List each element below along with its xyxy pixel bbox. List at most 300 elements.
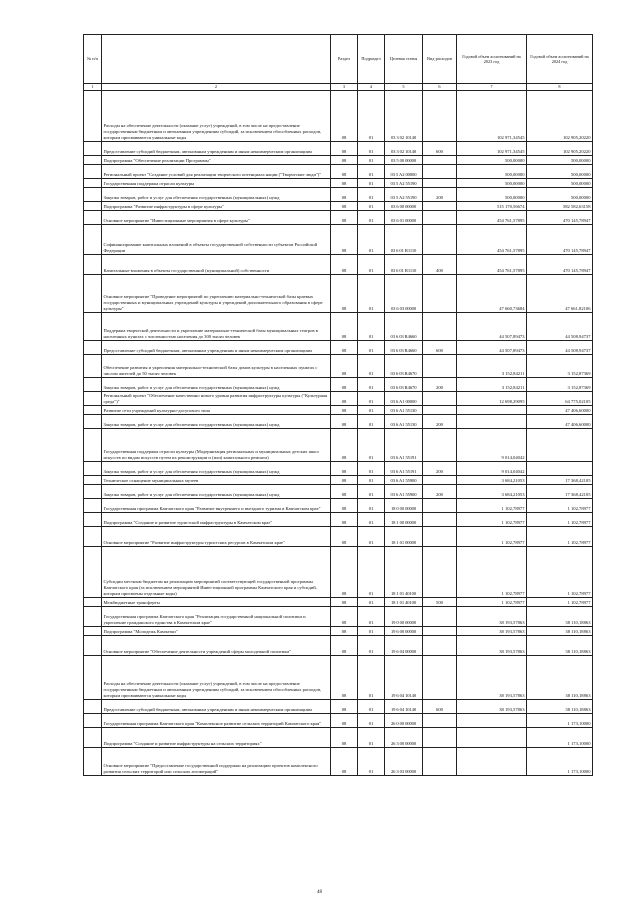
cell-podrazdel: 01 xyxy=(358,636,385,656)
cell-razdel: 08 xyxy=(331,527,358,547)
cell-expense-type: 600 xyxy=(423,700,457,714)
header-podrazdel: Подраздел xyxy=(358,35,385,84)
cell-expense-type xyxy=(423,211,457,225)
cell-razdel: 08 xyxy=(331,415,358,429)
cell-expense-type xyxy=(423,91,457,142)
table-row xyxy=(84,485,593,499)
cell-razdel: 08 xyxy=(331,225,358,255)
cell-expense-type: 200 xyxy=(423,485,457,499)
cell-amount-2024: 102 905,20220 xyxy=(527,142,593,156)
cell-expense-type xyxy=(423,275,457,313)
cell-amount-2023: 102 971,34545 xyxy=(457,142,527,156)
table-row xyxy=(84,313,593,341)
cell-razdel: 08 xyxy=(331,255,358,275)
page-number: 48 xyxy=(317,890,322,895)
cell-name: Государственная программа Камчатского края "Развитие внутреннего и въездного туризма в Камчатском крае" xyxy=(102,499,331,513)
table-row xyxy=(84,700,593,714)
cell-target-article: 03 6 A1 00000 xyxy=(385,392,423,406)
cell-num xyxy=(84,527,102,547)
cell-expense-type: 200 xyxy=(423,188,457,202)
cell-amount-2023 xyxy=(457,406,527,415)
cell-num xyxy=(84,341,102,355)
cell-name: Закупка товаров, работ и услуг для обеспечения государственных (муниципальных) нужд xyxy=(102,188,331,202)
cell-expense-type: 200 xyxy=(423,378,457,392)
cell-podrazdel: 01 xyxy=(358,547,385,598)
cell-target-article: 26 3 03 00000 xyxy=(385,748,423,776)
cell-podrazdel: 01 xyxy=(358,462,385,476)
cell-name: Подпрограмма "Создание и развитие туристской инфраструктуры в Камчатском крае" xyxy=(102,513,331,527)
cell-razdel: 08 xyxy=(331,499,358,513)
cell-name: Развитие сети учреждений культурно-досугового типа xyxy=(102,406,331,415)
table-row xyxy=(84,142,593,156)
cell-amount-2023 xyxy=(457,728,527,748)
cell-target-article: 03 6 01 R1110 xyxy=(385,255,423,275)
table-row xyxy=(84,202,593,211)
cell-name: Закупка товаров, работ и услуг для обеспечения государственных (муниципальных) нужд xyxy=(102,485,331,499)
cell-razdel: 08 xyxy=(331,355,358,378)
cell-target-article: 03 6 A1 55900 xyxy=(385,485,423,499)
cell-razdel: 08 xyxy=(331,275,358,313)
cell-amount-2024: 500,00000 xyxy=(527,188,593,202)
cell-razdel: 08 xyxy=(331,714,358,728)
cell-name: Софинансирование капитальных вложений в объекты государственной собственности субъектов Российской Федерации xyxy=(102,225,331,255)
budget-table xyxy=(83,34,593,776)
cell-amount-2024: 1 173,10000 xyxy=(527,748,593,776)
cell-razdel: 08 xyxy=(331,547,358,598)
table-row xyxy=(84,527,593,547)
cell-target-article: 03 6 A1 55191 xyxy=(385,462,423,476)
cell-target-article: 19 6 00 00000 xyxy=(385,627,423,636)
cell-target-article: 19 6 04 10140 xyxy=(385,656,423,700)
cell-razdel: 08 xyxy=(331,485,358,499)
cell-amount-2023: 1 102,78977 xyxy=(457,547,527,598)
cell-podrazdel: 01 xyxy=(358,202,385,211)
cell-amount-2024: 500,00000 xyxy=(527,156,593,165)
header-target-article: Целевая статья xyxy=(385,35,423,84)
cell-amount-2024: 47 661,82106 xyxy=(527,275,593,313)
cell-target-article: 03 5 00 00000 xyxy=(385,156,423,165)
table-row xyxy=(84,627,593,636)
header-name xyxy=(102,35,331,84)
table-row xyxy=(84,179,593,188)
cell-razdel: 08 xyxy=(331,91,358,142)
cell-razdel: 08 xyxy=(331,392,358,406)
cell-name: Государственная поддержка отрасли культуры (Модернизация региональных и муниципальных детских школ искусств по видам искусств путем их реконструкции и (или) капитального ремонта) xyxy=(102,429,331,462)
cell-target-article: 03 3 02 10140 xyxy=(385,142,423,156)
cell-name: Подпрограмма "Создание и развитие инфраструктуры на сельских территориях" xyxy=(102,728,331,748)
cell-razdel: 08 xyxy=(331,429,358,462)
colnum-1: 1 xyxy=(84,84,102,91)
cell-amount-2023: 1 102,78977 xyxy=(457,527,527,547)
cell-amount-2024: 44 508,94737 xyxy=(527,313,593,341)
cell-podrazdel: 01 xyxy=(358,188,385,202)
cell-num xyxy=(84,142,102,156)
cell-amount-2023: 3 684,21053 xyxy=(457,485,527,499)
table-row xyxy=(84,656,593,700)
colnum-8: 8 xyxy=(527,84,593,91)
cell-amount-2024: 1 173,10000 xyxy=(527,714,593,728)
cell-name: Предоставление субсидий бюджетным, автономным учреждениям и иным некоммерческим организациям xyxy=(102,700,331,714)
table-row xyxy=(84,636,593,656)
cell-amount-2023: 9 014,04042 xyxy=(457,462,527,476)
cell-amount-2023: 500,00000 xyxy=(457,165,527,179)
cell-podrazdel: 01 xyxy=(358,513,385,527)
cell-amount-2024: 47 406,60000 xyxy=(527,406,593,415)
cell-amount-2023: 454 761,57895 xyxy=(457,255,527,275)
cell-name: Субсидии местным бюджетам на реализацию мероприятий соответствующей государственной программы Камчатского края (за исключением мероприятий Инвестиционной программы Камчатского края и субсидий, которым присвоены отдельные коды) xyxy=(102,547,331,598)
cell-razdel: 08 xyxy=(331,142,358,156)
cell-expense-type xyxy=(423,429,457,462)
cell-podrazdel: 01 xyxy=(358,748,385,776)
budget-document xyxy=(83,34,592,776)
cell-amount-2024: 1 173,10000 xyxy=(527,728,593,748)
table-row xyxy=(84,476,593,485)
cell-num xyxy=(84,499,102,513)
cell-amount-2023: 38 193,57863 xyxy=(457,607,527,627)
cell-expense-type xyxy=(423,636,457,656)
cell-num xyxy=(84,476,102,485)
cell-num xyxy=(84,547,102,598)
cell-amount-2023: 3 152,84211 xyxy=(457,378,527,392)
cell-podrazdel: 01 xyxy=(358,165,385,179)
cell-razdel: 08 xyxy=(331,598,358,607)
cell-expense-type xyxy=(423,202,457,211)
cell-razdel: 08 xyxy=(331,313,358,341)
cell-target-article: 03 6 A1 55900 xyxy=(385,476,423,485)
cell-razdel: 08 xyxy=(331,341,358,355)
cell-name: Закупка товаров, работ и услуг для обеспечения государственных (муниципальных) нужд xyxy=(102,462,331,476)
cell-num xyxy=(84,748,102,776)
cell-name: Основное мероприятие "Инвестиционные мероприятия в сфере культуры" xyxy=(102,211,331,225)
cell-amount-2023: 454 761,57895 xyxy=(457,225,527,255)
cell-razdel: 08 xyxy=(331,378,358,392)
table-row xyxy=(84,255,593,275)
cell-num xyxy=(84,415,102,429)
cell-num xyxy=(84,211,102,225)
cell-amount-2024: 38 110,18863 xyxy=(527,656,593,700)
cell-podrazdel: 01 xyxy=(358,700,385,714)
cell-num xyxy=(84,429,102,462)
column-number-row xyxy=(84,84,593,91)
colnum-5: 5 xyxy=(385,84,423,91)
cell-num xyxy=(84,179,102,188)
cell-razdel: 08 xyxy=(331,165,358,179)
cell-razdel: 08 xyxy=(331,156,358,165)
cell-amount-2023: 38 193,57863 xyxy=(457,656,527,700)
table-row xyxy=(84,341,593,355)
cell-num xyxy=(84,202,102,211)
cell-podrazdel: 01 xyxy=(358,355,385,378)
cell-num xyxy=(84,627,102,636)
cell-target-article: 03 6 03 R4660 xyxy=(385,341,423,355)
table-row xyxy=(84,607,593,627)
cell-amount-2024: 500,00000 xyxy=(527,165,593,179)
colnum-7: 7 xyxy=(457,84,527,91)
cell-expense-type xyxy=(423,156,457,165)
cell-amount-2024: 38 110,18863 xyxy=(527,636,593,656)
cell-num xyxy=(84,355,102,378)
cell-target-article: 26 3 00 00000 xyxy=(385,728,423,748)
cell-razdel: 08 xyxy=(331,211,358,225)
cell-amount-2024 xyxy=(527,429,593,462)
header-year-2023: Годовой объем ассигнований на 2023 год xyxy=(457,35,527,84)
table-row xyxy=(84,225,593,255)
cell-target-article: 18 1 01 00000 xyxy=(385,527,423,547)
cell-expense-type xyxy=(423,527,457,547)
cell-target-article: 03 6 03 00000 xyxy=(385,275,423,313)
cell-podrazdel: 01 xyxy=(358,527,385,547)
cell-num xyxy=(84,636,102,656)
cell-target-article: 03 6 03 R4670 xyxy=(385,355,423,378)
cell-amount-2024: 17 368,42105 xyxy=(527,485,593,499)
cell-target-article: 19 0 00 00000 xyxy=(385,607,423,627)
cell-podrazdel: 01 xyxy=(358,607,385,627)
cell-amount-2024: 1 102,78977 xyxy=(527,513,593,527)
table-row xyxy=(84,378,593,392)
cell-podrazdel: 01 xyxy=(358,341,385,355)
cell-expense-type xyxy=(423,728,457,748)
table-row xyxy=(84,748,593,776)
cell-amount-2023: 1 102,78977 xyxy=(457,598,527,607)
cell-podrazdel: 01 xyxy=(358,179,385,188)
cell-amount-2024 xyxy=(527,462,593,476)
cell-num xyxy=(84,91,102,142)
cell-podrazdel: 01 xyxy=(358,406,385,415)
cell-amount-2024: 44 508,94737 xyxy=(527,341,593,355)
cell-expense-type xyxy=(423,225,457,255)
cell-name: Основное мероприятие "Развитие инфраструктуры туристских ресурсов в Камчатском крае" xyxy=(102,527,331,547)
cell-expense-type xyxy=(423,547,457,598)
cell-expense-type: 400 xyxy=(423,255,457,275)
cell-name: Межбюджетные трансферты xyxy=(102,598,331,607)
cell-target-article: 03 6 00 00000 xyxy=(385,202,423,211)
cell-razdel: 08 xyxy=(331,700,358,714)
table-row xyxy=(84,429,593,462)
cell-amount-2024: 38 110,18863 xyxy=(527,627,593,636)
cell-amount-2023: 9 014,04042 xyxy=(457,429,527,462)
cell-amount-2023: 44 507,89473 xyxy=(457,341,527,355)
cell-num xyxy=(84,255,102,275)
cell-razdel: 08 xyxy=(331,513,358,527)
cell-podrazdel: 01 xyxy=(358,627,385,636)
cell-amount-2024: 470 145,78947 xyxy=(527,225,593,255)
cell-expense-type: 500 xyxy=(423,598,457,607)
table-row xyxy=(84,156,593,165)
cell-podrazdel: 01 xyxy=(358,378,385,392)
cell-amount-2023: 12 698,29095 xyxy=(457,392,527,406)
cell-amount-2023: 500,00000 xyxy=(457,179,527,188)
table-row xyxy=(84,415,593,429)
cell-amount-2024: 1 102,78977 xyxy=(527,598,593,607)
cell-num xyxy=(84,156,102,165)
cell-target-article: 03 5 A2 55190 xyxy=(385,188,423,202)
header-razdel: Раздел xyxy=(331,35,358,84)
cell-target-article: 03 6 A1 55130 xyxy=(385,406,423,415)
cell-expense-type xyxy=(423,313,457,341)
cell-num xyxy=(84,406,102,415)
cell-razdel: 08 xyxy=(331,636,358,656)
cell-target-article: 03 6 01 R1110 xyxy=(385,225,423,255)
cell-num xyxy=(84,225,102,255)
cell-num xyxy=(84,313,102,341)
cell-expense-type xyxy=(423,179,457,188)
cell-target-article: 03 3 02 10140 xyxy=(385,91,423,142)
cell-name: Региональный проект "Создание условий для реализации творческого потенциала нации ("Творческие люди")" xyxy=(102,165,331,179)
cell-name: Техническое оснащение муниципальных музеев xyxy=(102,476,331,485)
cell-name: Государственная программа Камчатского края "Реализация государственной национальной политики и укрепление гражданского единства в Камчатском крае" xyxy=(102,607,331,627)
cell-num xyxy=(84,513,102,527)
cell-name: Закупка товаров, работ и услуг для обеспечения государственных (муниципальных) нужд xyxy=(102,415,331,429)
cell-podrazdel: 01 xyxy=(358,156,385,165)
cell-razdel: 08 xyxy=(331,627,358,636)
cell-amount-2024: 470 145,78947 xyxy=(527,255,593,275)
cell-razdel: 08 xyxy=(331,748,358,776)
cell-amount-2024: 1 102,78977 xyxy=(527,499,593,513)
cell-num xyxy=(84,165,102,179)
cell-amount-2023: 515 170,56674 xyxy=(457,202,527,211)
cell-podrazdel: 01 xyxy=(358,142,385,156)
cell-amount-2024: 470 145,78947 xyxy=(527,211,593,225)
colnum-2: 2 xyxy=(102,84,331,91)
cell-expense-type xyxy=(423,513,457,527)
cell-amount-2023: 102 971,34545 xyxy=(457,91,527,142)
cell-name: Государственная поддержка отрасли культуры xyxy=(102,179,331,188)
cell-expense-type: 600 xyxy=(423,341,457,355)
table-row xyxy=(84,188,593,202)
cell-razdel: 08 xyxy=(331,462,358,476)
colnum-4: 4 xyxy=(358,84,385,91)
cell-expense-type xyxy=(423,165,457,179)
cell-expense-type xyxy=(423,406,457,415)
cell-expense-type: 600 xyxy=(423,142,457,156)
cell-expense-type xyxy=(423,656,457,700)
cell-razdel: 08 xyxy=(331,179,358,188)
cell-expense-type: 200 xyxy=(423,462,457,476)
table-row xyxy=(84,598,593,607)
table-row xyxy=(84,499,593,513)
cell-num xyxy=(84,378,102,392)
cell-num xyxy=(84,700,102,714)
cell-name: Государственная программа Камчатского края "Комплексное развитие сельских территорий Камчатского края" xyxy=(102,714,331,728)
cell-target-article: 03 6 A1 55130 xyxy=(385,415,423,429)
cell-name: Основное мероприятие "Проведение мероприятий по укреплению материально-технической базы краевых государственных и муниципальных учреждений культуры и учреждений дополнительного образования в сфере культуры" xyxy=(102,275,331,313)
cell-amount-2024: 38 110,18863 xyxy=(527,607,593,627)
cell-amount-2023: 3 152,84211 xyxy=(457,355,527,378)
cell-razdel: 08 xyxy=(331,188,358,202)
colnum-6: 6 xyxy=(423,84,457,91)
cell-target-article: 03 5 A2 55190 xyxy=(385,179,423,188)
cell-name: Поддержка творческой деятельности и укрепление материально-технической базы муниципальных театров в населенных пунктах с численностью населения до 300 тысяч человек xyxy=(102,313,331,341)
cell-expense-type xyxy=(423,392,457,406)
cell-name: Закупка товаров, работ и услуг для обеспечения государственных (муниципальных) нужд xyxy=(102,378,331,392)
cell-razdel: 08 xyxy=(331,656,358,700)
cell-razdel: 08 xyxy=(331,728,358,748)
cell-amount-2024: 3 152,87369 xyxy=(527,378,593,392)
cell-podrazdel: 01 xyxy=(358,211,385,225)
header-num: № п/п xyxy=(84,35,102,84)
cell-num xyxy=(84,598,102,607)
cell-target-article: 18 1 01 40100 xyxy=(385,598,423,607)
cell-amount-2024: 64 775,02105 xyxy=(527,392,593,406)
cell-target-article: 03 6 A1 55191 xyxy=(385,429,423,462)
cell-expense-type: 200 xyxy=(423,415,457,429)
cell-expense-type xyxy=(423,476,457,485)
cell-podrazdel: 01 xyxy=(358,415,385,429)
cell-podrazdel: 01 xyxy=(358,656,385,700)
cell-amount-2024: 17 368,42105 xyxy=(527,476,593,485)
cell-num xyxy=(84,462,102,476)
cell-expense-type xyxy=(423,714,457,728)
cell-amount-2023: 38 193,57863 xyxy=(457,627,527,636)
cell-amount-2023: 47 660,73684 xyxy=(457,275,527,313)
cell-podrazdel: 01 xyxy=(358,598,385,607)
table-row xyxy=(84,728,593,748)
cell-podrazdel: 01 xyxy=(358,313,385,341)
cell-target-article: 03 5 A2 00000 xyxy=(385,165,423,179)
table-row xyxy=(84,355,593,378)
cell-expense-type xyxy=(423,607,457,627)
table-row xyxy=(84,392,593,406)
cell-amount-2023 xyxy=(457,415,527,429)
table-row xyxy=(84,211,593,225)
cell-amount-2023: 1 102,78977 xyxy=(457,499,527,513)
cell-name: Основное мероприятие "Предоставление государственной поддержки на реализацию проектов комплексного развития сельских территорий или сельских агломераций" xyxy=(102,748,331,776)
cell-amount-2023: 44 507,89473 xyxy=(457,313,527,341)
cell-razdel: 08 xyxy=(331,476,358,485)
cell-podrazdel: 01 xyxy=(358,255,385,275)
cell-razdel: 08 xyxy=(331,406,358,415)
cell-target-article: 18 0 00 00000 xyxy=(385,499,423,513)
cell-name: Обеспечение развития и укрепления материально-технической базы домов культуры в населенных пунктах с числом жителей до 50 тысяч человек xyxy=(102,355,331,378)
cell-amount-2023 xyxy=(457,714,527,728)
cell-num xyxy=(84,728,102,748)
cell-amount-2024: 1 102,78977 xyxy=(527,527,593,547)
cell-podrazdel: 01 xyxy=(358,275,385,313)
cell-expense-type xyxy=(423,499,457,513)
cell-podrazdel: 01 xyxy=(358,476,385,485)
cell-amount-2024: 3 152,87369 xyxy=(527,355,593,378)
cell-target-article: 18 1 00 00000 xyxy=(385,513,423,527)
cell-name: Капитальные вложения в объекты государственной (муниципальной) собственности xyxy=(102,255,331,275)
table-row xyxy=(84,513,593,527)
cell-target-article: 03 6 03 R4670 xyxy=(385,378,423,392)
cell-name: Региональный проект "Обеспечение качественно нового уровня развития инфраструктуры культуры ("Культурная среда")" xyxy=(102,392,331,406)
header-expense-type: Вид расходов xyxy=(423,35,457,84)
cell-amount-2023: 38 193,57863 xyxy=(457,700,527,714)
table-row xyxy=(84,547,593,598)
cell-target-article: 03 6 03 R4660 xyxy=(385,313,423,341)
cell-name: Расходы на обеспечение деятельности (оказание услуг) учреждений, в том числе на предоставление государственным бюджетным и автономным учреждениям субсидий, за исключением обособленных расходов, которым присваиваются уникальные коды xyxy=(102,91,331,142)
cell-num xyxy=(84,392,102,406)
cell-num xyxy=(84,275,102,313)
cell-podrazdel: 01 xyxy=(358,714,385,728)
cell-num xyxy=(84,485,102,499)
header-year-2024: Годовой объем ассигнований на 2024 год xyxy=(527,35,593,84)
cell-podrazdel: 01 xyxy=(358,485,385,499)
cell-name: Подпрограмма "Развитие инфраструктуры в сфере культуры" xyxy=(102,202,331,211)
cell-name: Подпрограмма "Обеспечение реализации Программы" xyxy=(102,156,331,165)
cell-name: Предоставление субсидий бюджетным, автономным учреждениям и иным некоммерческим организациям xyxy=(102,341,331,355)
cell-target-article: 19 6 04 00000 xyxy=(385,636,423,656)
cell-amount-2023: 1 102,78977 xyxy=(457,513,527,527)
cell-expense-type xyxy=(423,748,457,776)
cell-target-article: 19 6 04 10140 xyxy=(385,700,423,714)
cell-amount-2023 xyxy=(457,748,527,776)
header-row xyxy=(84,35,593,84)
cell-amount-2024: 102 905,20220 xyxy=(527,91,593,142)
cell-target-article: 03 6 01 00000 xyxy=(385,211,423,225)
cell-amount-2023: 38 193,57863 xyxy=(457,636,527,656)
